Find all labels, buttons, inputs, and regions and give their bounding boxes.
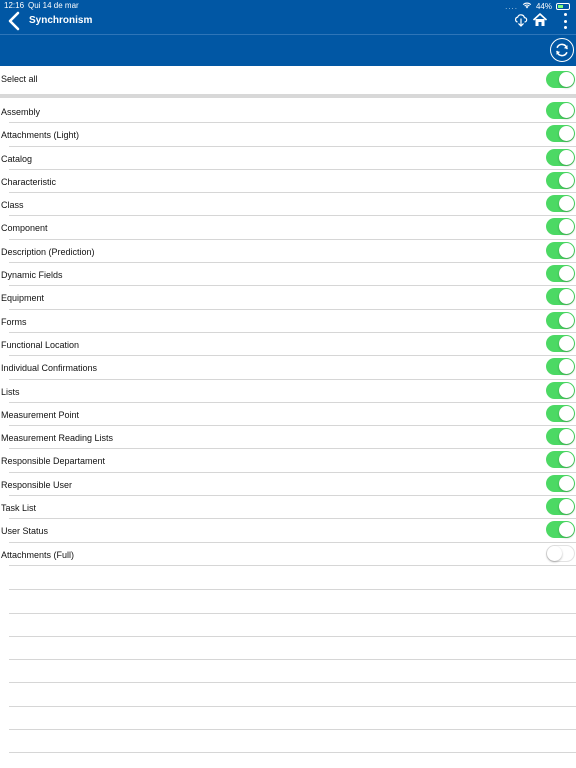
empty-row	[0, 614, 576, 637]
signal-indicator: ....	[505, 1, 518, 11]
more-vertical-icon-dot	[564, 26, 567, 29]
toggle-knob	[559, 173, 574, 188]
more-vertical-icon-dot	[564, 20, 567, 23]
battery-icon	[556, 3, 570, 10]
list-item[interactable]	[0, 403, 576, 426]
list-item-label: Measurement Reading Lists	[1, 433, 114, 444]
list-item-label: Lists	[1, 386, 20, 397]
list-item[interactable]	[0, 310, 576, 333]
list-item[interactable]	[0, 449, 576, 472]
list-item-toggle[interactable]	[546, 242, 575, 259]
list-item-label: User Status	[1, 526, 49, 537]
list-item-toggle[interactable]	[546, 195, 575, 212]
toggle-knob	[559, 196, 574, 211]
list-item[interactable]	[0, 333, 576, 356]
list-item-label: Measurement Point	[1, 409, 80, 420]
list-item-label: Functional Location	[1, 339, 80, 350]
chevron-left-icon	[6, 11, 24, 31]
list-item[interactable]	[0, 193, 576, 216]
list-item-label: Responsible User	[1, 479, 73, 490]
select-all-toggle[interactable]	[546, 71, 575, 88]
toggle-knob	[559, 499, 574, 514]
cloud-download-icon	[514, 13, 528, 27]
more-options-button[interactable]	[561, 11, 569, 31]
toggle-knob	[559, 476, 574, 491]
toggle-knob	[559, 289, 574, 304]
list-item[interactable]	[0, 216, 576, 239]
list-item-label: Component	[1, 223, 48, 234]
status-indicators	[505, 1, 570, 11]
select-all-row[interactable]	[0, 66, 576, 94]
list-item-label: Assembly	[1, 107, 41, 117]
list-item[interactable]	[0, 473, 576, 496]
empty-row	[0, 707, 576, 730]
list-item-label: Responsible Departament	[1, 456, 106, 467]
list-item-toggle[interactable]	[546, 358, 575, 375]
list-item[interactable]	[0, 240, 576, 263]
list-item[interactable]	[0, 147, 576, 170]
status-time: 12:16	[4, 1, 25, 10]
list-item-label: Dynamic Fields	[1, 270, 63, 281]
empty-row	[0, 730, 576, 753]
toggle-knob	[559, 452, 574, 467]
empty-row	[0, 590, 576, 613]
list-item[interactable]	[0, 100, 576, 123]
toggle-knob	[547, 546, 562, 561]
list-item-toggle[interactable]	[546, 405, 575, 422]
list-item-toggle[interactable]	[546, 382, 575, 399]
list-item-toggle[interactable]	[546, 102, 575, 119]
list-item-label: Equipment	[1, 293, 45, 304]
page-title: Synchronism	[29, 15, 93, 26]
toggle-knob	[559, 313, 574, 328]
list-item-label: Forms	[1, 316, 27, 327]
list-item[interactable]	[0, 263, 576, 286]
list-item-label: Individual Confirmations	[1, 363, 98, 374]
list-item-label: Description (Prediction)	[1, 246, 95, 257]
toggle-knob	[559, 126, 574, 141]
list-item[interactable]	[0, 123, 576, 146]
list-item-toggle[interactable]	[546, 312, 575, 329]
empty-row	[0, 683, 576, 706]
list-item[interactable]	[0, 426, 576, 449]
row-divider	[9, 565, 576, 566]
toggle-knob	[559, 336, 574, 351]
home-button[interactable]	[532, 12, 548, 28]
list-item-toggle[interactable]	[546, 335, 575, 352]
toggle-knob	[559, 429, 574, 444]
list-item[interactable]	[0, 380, 576, 403]
list-item-label: Characteristic	[1, 176, 57, 187]
list-item[interactable]	[0, 356, 576, 379]
toggle-knob	[559, 219, 574, 234]
cloud-download-button[interactable]	[514, 13, 528, 27]
empty-row	[0, 637, 576, 660]
list-item-toggle[interactable]	[546, 218, 575, 235]
sync-icon	[554, 42, 570, 58]
status-date: Qui 14 de mar	[28, 1, 79, 10]
list-item[interactable]	[0, 519, 576, 542]
list-item[interactable]	[0, 286, 576, 309]
list-item-toggle[interactable]	[546, 521, 575, 538]
list-item[interactable]	[0, 496, 576, 519]
section-separator	[0, 94, 576, 98]
toggle-knob	[559, 150, 574, 165]
select-all-label: Select all	[1, 74, 38, 84]
wifi-icon	[522, 1, 532, 11]
list-item-toggle[interactable]	[546, 545, 575, 562]
toggle-knob	[559, 406, 574, 421]
list-item-toggle[interactable]	[546, 498, 575, 515]
sync-items-list	[0, 100, 576, 566]
list-item-toggle[interactable]	[546, 475, 575, 492]
toggle-knob	[559, 103, 574, 118]
list-item-label: Catalog	[1, 153, 33, 164]
home-icon	[532, 12, 548, 28]
toggle-knob	[559, 359, 574, 374]
list-item-toggle[interactable]	[546, 265, 575, 282]
list-item-toggle[interactable]	[546, 451, 575, 468]
list-item-toggle[interactable]	[546, 172, 575, 189]
list-item-toggle[interactable]	[546, 125, 575, 142]
nav-bar	[0, 0, 576, 34]
list-item-label: Class	[1, 200, 24, 211]
empty-row	[0, 567, 576, 590]
list-item-toggle[interactable]	[546, 288, 575, 305]
toggle-knob	[559, 383, 574, 398]
empty-rows	[0, 567, 576, 753]
list-item-toggle[interactable]	[546, 149, 575, 166]
empty-row	[0, 660, 576, 683]
more-vertical-icon-dot	[564, 13, 567, 16]
toolbar	[0, 35, 576, 66]
battery-percentage: 44%	[535, 1, 552, 11]
back-button[interactable]	[6, 11, 24, 31]
list-item-toggle[interactable]	[546, 428, 575, 445]
toggle-knob	[559, 522, 574, 537]
list-item[interactable]	[0, 543, 576, 566]
sync-button[interactable]	[550, 38, 574, 62]
list-item-label: Task List	[1, 503, 37, 514]
list-item-label: Attachments (Full)	[1, 549, 75, 560]
list-item[interactable]	[0, 170, 576, 193]
list-item-label: Attachments (Light)	[1, 130, 80, 141]
toggle-knob	[559, 266, 574, 281]
toggle-knob	[559, 243, 574, 258]
toggle-knob	[559, 72, 574, 87]
